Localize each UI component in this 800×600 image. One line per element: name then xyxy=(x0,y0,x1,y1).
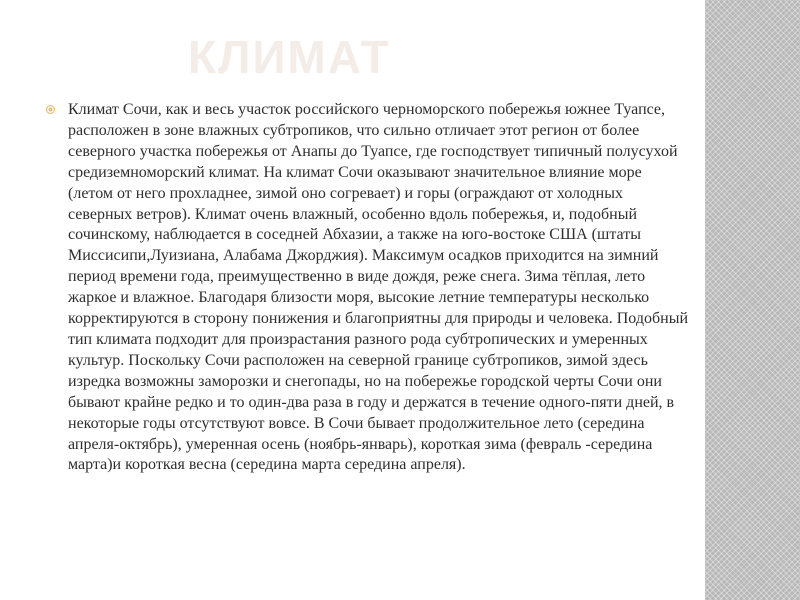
side-decoration-band xyxy=(705,0,800,600)
body-text: Климат Сочи, как и весь участок российского черноморского побережья южнее Туапсе, расположен в зоне влажных субтропиков, что сильно отличает этот регион от более северного участка побережья от Анапы до Туапсе, где господствует типичный полусухой средиземноморский климат. На климат Сочи оказывают значительное влияние море (летом от него прохладнее, зимой оно согревает) и горы (ограждают от холодных северных ветров). Климат очень влажный, особенно вдоль побережья, и, подобный сочинскому, наблюдается в соседней Абхазии, а также на юго-востоке США (штаты Миссисипи,Луизиана, Алабама Джорджия). Максимум осадков приходится на зимний период времени года, преимущественно в виде дождя, реже снега. Зима тёплая, лето жаркое и влажное. Благодаря близости моря, высокие летние температуры несколько корректируются в сторону понижения и благоприятны для природы и человека. Подобный тип климата подходит для произрастания разного рода субтропических и умеренных культур. Поскольку Сочи расположен на северной границе субтропиков, зимой здесь изредка возможны заморозки и снегопады, но на побережье городской черты Сочи они бывают крайне редко и то один-два раза в году и держатся в течение одного-пяти дней, в некоторые годы отсутствуют вовсе. В Сочи бывает продолжительное лето (середина апреля-октябрь), умеренная осень (ноябрь-январь), короткая зима (февраль -середина марта)и короткая весна (середина марта середина апреля). xyxy=(68,101,688,474)
slide-title: КЛИМАТ xyxy=(188,31,391,83)
circle-bullet-icon xyxy=(46,105,55,114)
